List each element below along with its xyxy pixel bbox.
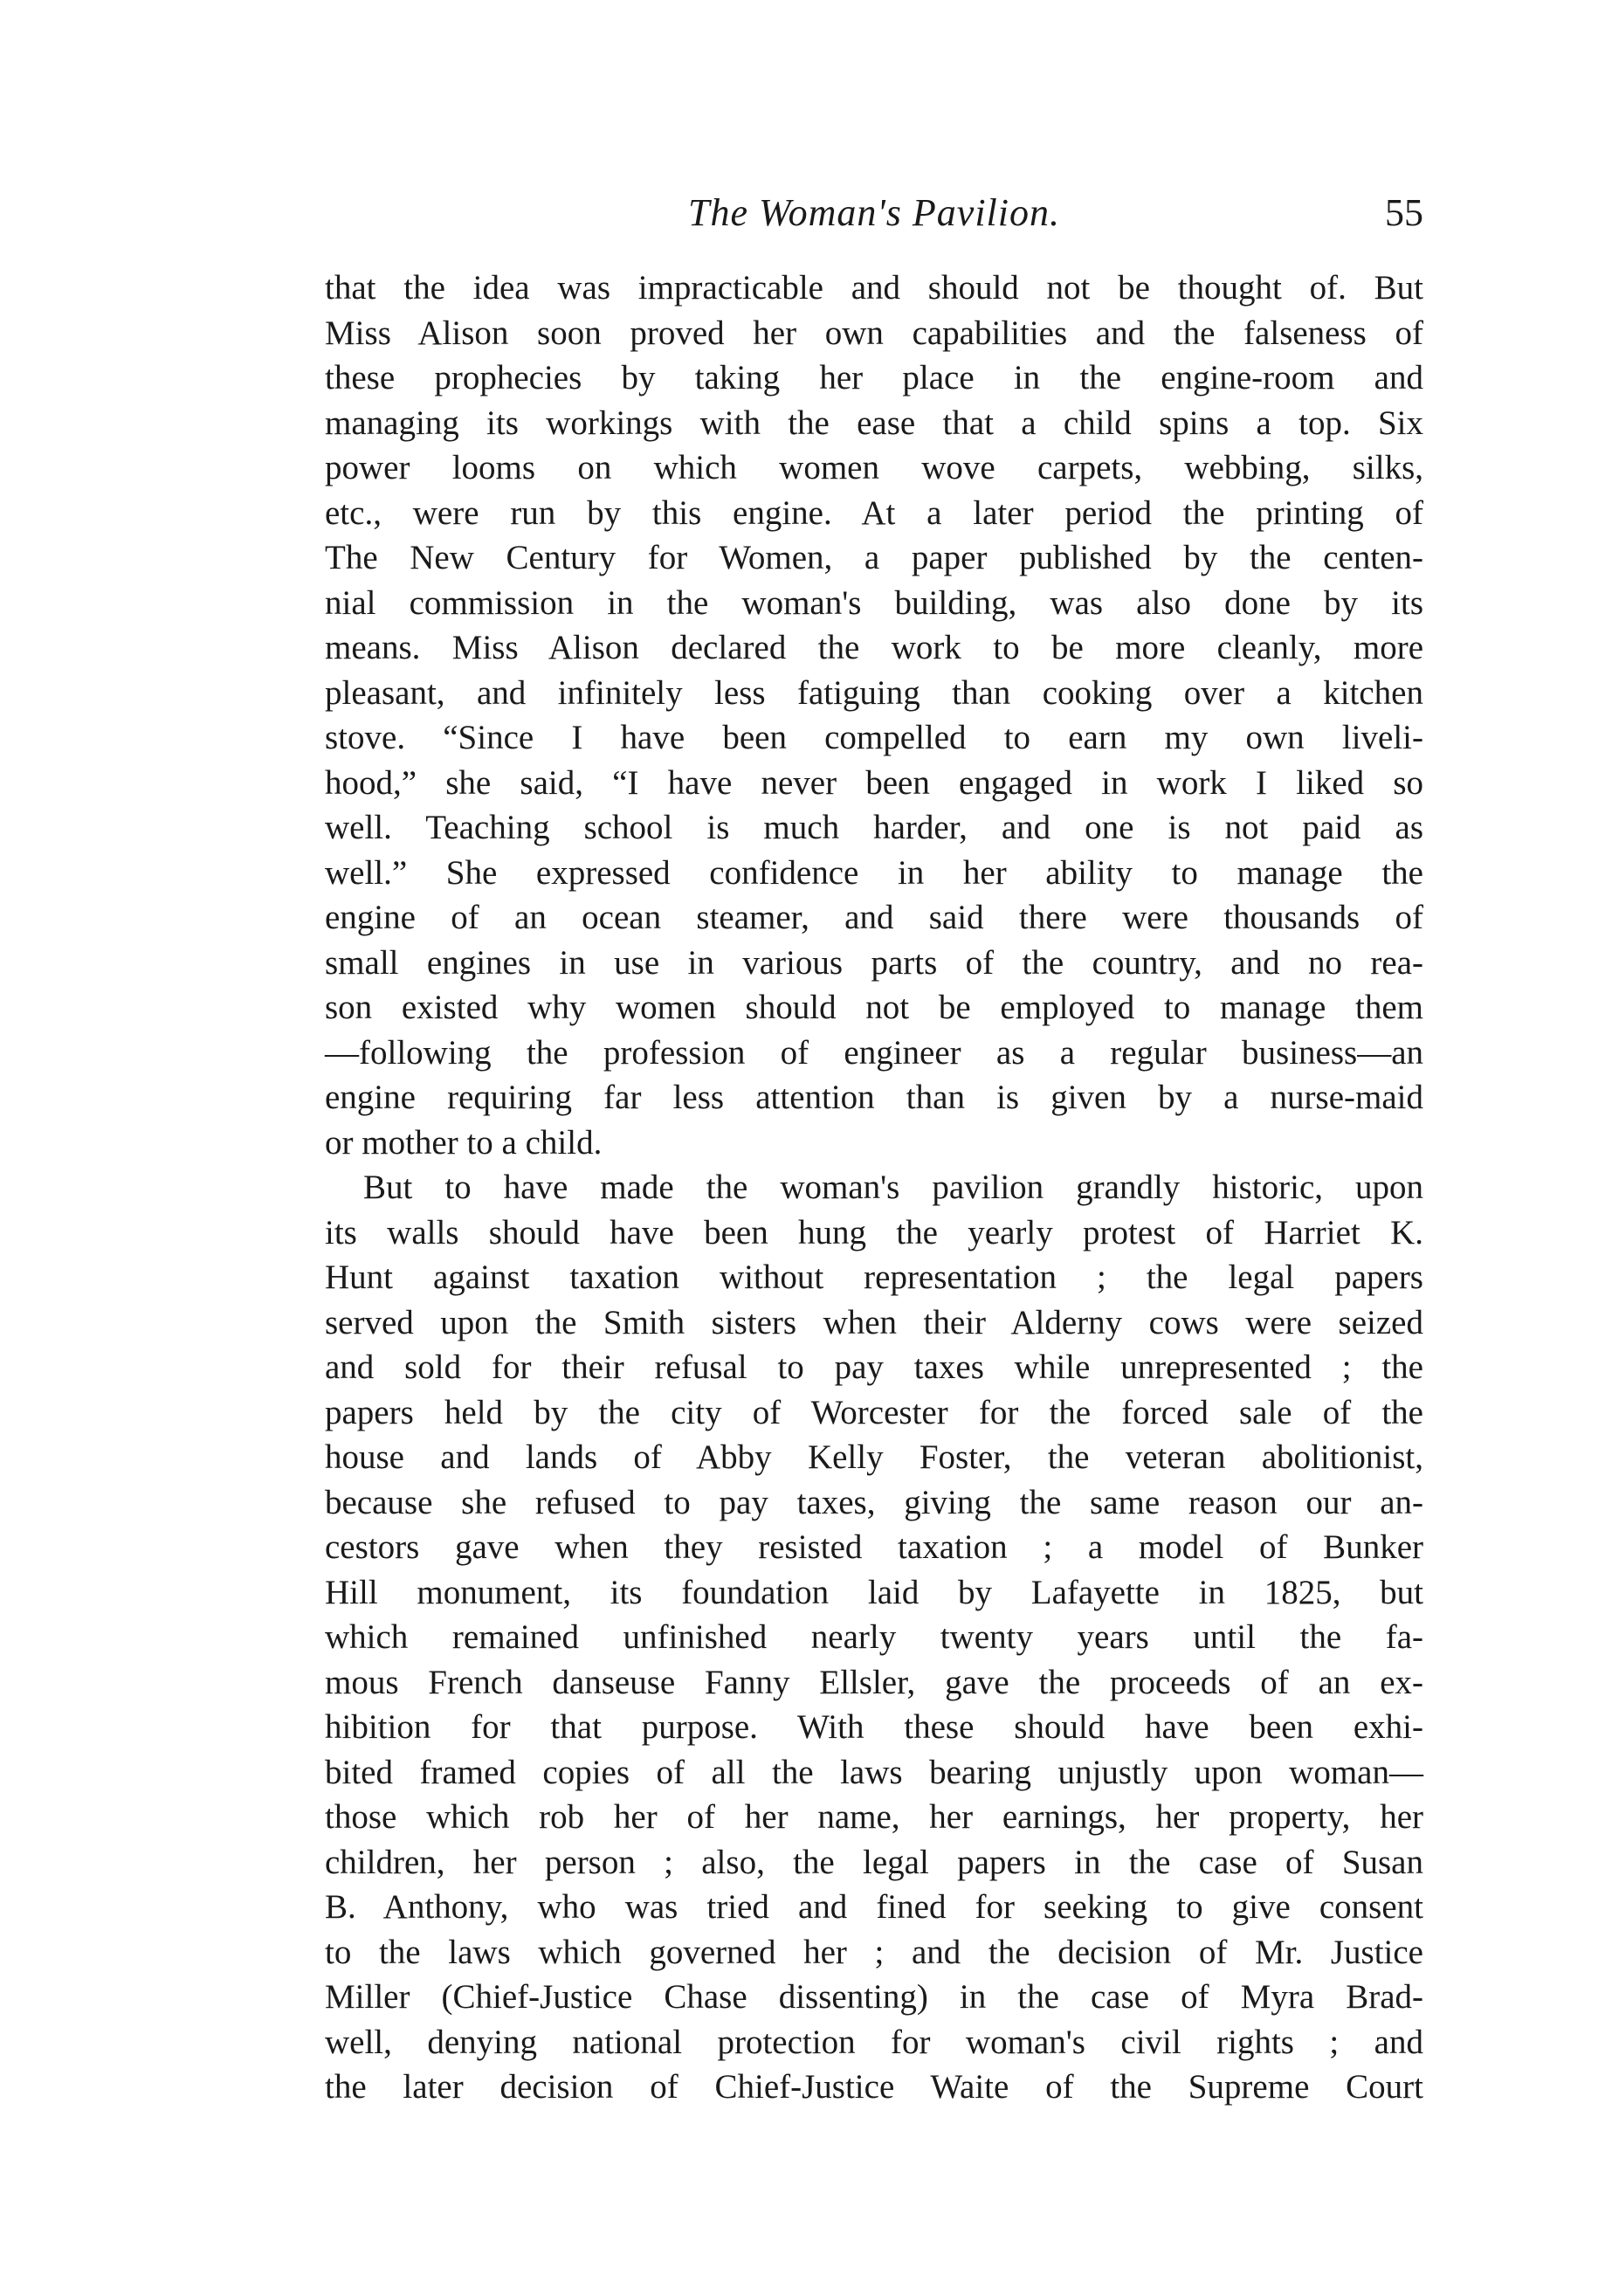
text-line: Hunt against taxation without representation ; the legal papers — [325, 1258, 1423, 1296]
text-line: etc., were run by this engine. At a later period the printing of — [325, 493, 1423, 532]
text-line: hood,” she said, “I have never been engaged in work I liked so — [325, 763, 1423, 802]
text-line: engine requiring far less attention than is given by a nurse-maid — [325, 1079, 1423, 1116]
text-line: —following the profession of engineer as a regular business—an — [325, 1033, 1423, 1072]
text-line: house and lands of Abby Kelly Foster, the veteran abolitionist, — [325, 1438, 1423, 1476]
text-line: its walls should have been hung the yearly protest of Harriet K. — [325, 1213, 1423, 1251]
text-line: that the idea was impracticable and should not be thought of. But — [325, 269, 1423, 307]
text-line: stove. “Since I have been compelled to earn my own liveli- — [325, 719, 1423, 756]
text-line: The New Century for Women, a paper published by the centen- — [325, 539, 1423, 576]
text-line: mous French danseuse Fanny Ellsler, gave the proceeds of an ex- — [325, 1663, 1423, 1701]
text-line: bited framed copies of all the laws bearing unjustly upon woman— — [325, 1753, 1423, 1791]
text-line: B. Anthony, who was tried and fined for seeking to give consent — [325, 1888, 1423, 1926]
text-line: children, her person ; also, the legal papers in the case of Susan — [325, 1843, 1423, 1881]
text-line: well, denying national protection for woman's civil rights ; and — [325, 2023, 1423, 2061]
text-line: served upon the Smith sisters when their Alderny cows were seized — [325, 1303, 1423, 1341]
text-line: hibition for that purpose. With these should have been exhi- — [325, 1708, 1423, 1746]
text-line: means. Miss Alison declared the work to be more cleanly, more — [325, 629, 1423, 666]
running-title: The Woman's Pavilion. — [687, 191, 1060, 234]
text-line: Miller (Chief-Justice Chase dissenting) in the case of Myra Brad- — [325, 1978, 1423, 2016]
text-line: son existed why women should not be employed to manage them — [325, 989, 1423, 1026]
text-line: well.” She expressed confidence in her ability to manage the — [325, 853, 1423, 892]
text-line: to the laws which governed her ; and the decision of Mr. Justice — [325, 1933, 1423, 1971]
text-line: small engines in use in various parts of the country, and no rea- — [325, 943, 1423, 982]
text-line: well. Teaching school is much harder, and one is not paid as — [325, 809, 1423, 846]
text-line: and sold for their refusal to pay taxes while unrepresented ; the — [325, 1348, 1423, 1386]
text-line: the later decision of Chief-Justice Waite of the Supreme Court — [325, 2068, 1423, 2106]
text-line: Hill monument, its foundation laid by Lafayette in 1825, but — [325, 1573, 1423, 1611]
page-number: 55 — [1385, 191, 1423, 234]
text-line: which remained unfinished nearly twenty years until the fa- — [325, 1618, 1423, 1656]
running-head — [325, 187, 1423, 239]
text-line: because she refused to pay taxes, giving the same reason our an- — [325, 1483, 1423, 1521]
body-text — [325, 265, 1423, 2110]
text-line: managing its workings with the ease that a child spins a top. Six — [325, 403, 1423, 442]
paragraph-end-line: or mother to a child. — [325, 1123, 603, 1162]
text-line: Miss Alison soon proved her own capabilities and the falseness of — [325, 314, 1423, 352]
text-line: power looms on which women wove carpets, webbing, silks, — [325, 449, 1423, 486]
text-line: papers held by the city of Worcester for the forced sale of the — [325, 1393, 1423, 1431]
text-line: cestors gave when they resisted taxation ; a model of Bunker — [325, 1528, 1423, 1566]
text-line: pleasant, and infinitely less fatiguing than cooking over a kitchen — [325, 673, 1423, 712]
text-line: nial commission in the woman's building, was also done by its — [325, 583, 1423, 622]
text-line: these prophecies by taking her place in the engine-room and — [325, 359, 1423, 396]
text-line: engine of an ocean steamer, and said there were thousands of — [325, 899, 1423, 936]
text-line: those which rob her of her name, her earnings, her property, her — [325, 1798, 1423, 1836]
paragraph-start-line: But to have made the woman's pavilion grandly historic, upon — [363, 1169, 1423, 1206]
